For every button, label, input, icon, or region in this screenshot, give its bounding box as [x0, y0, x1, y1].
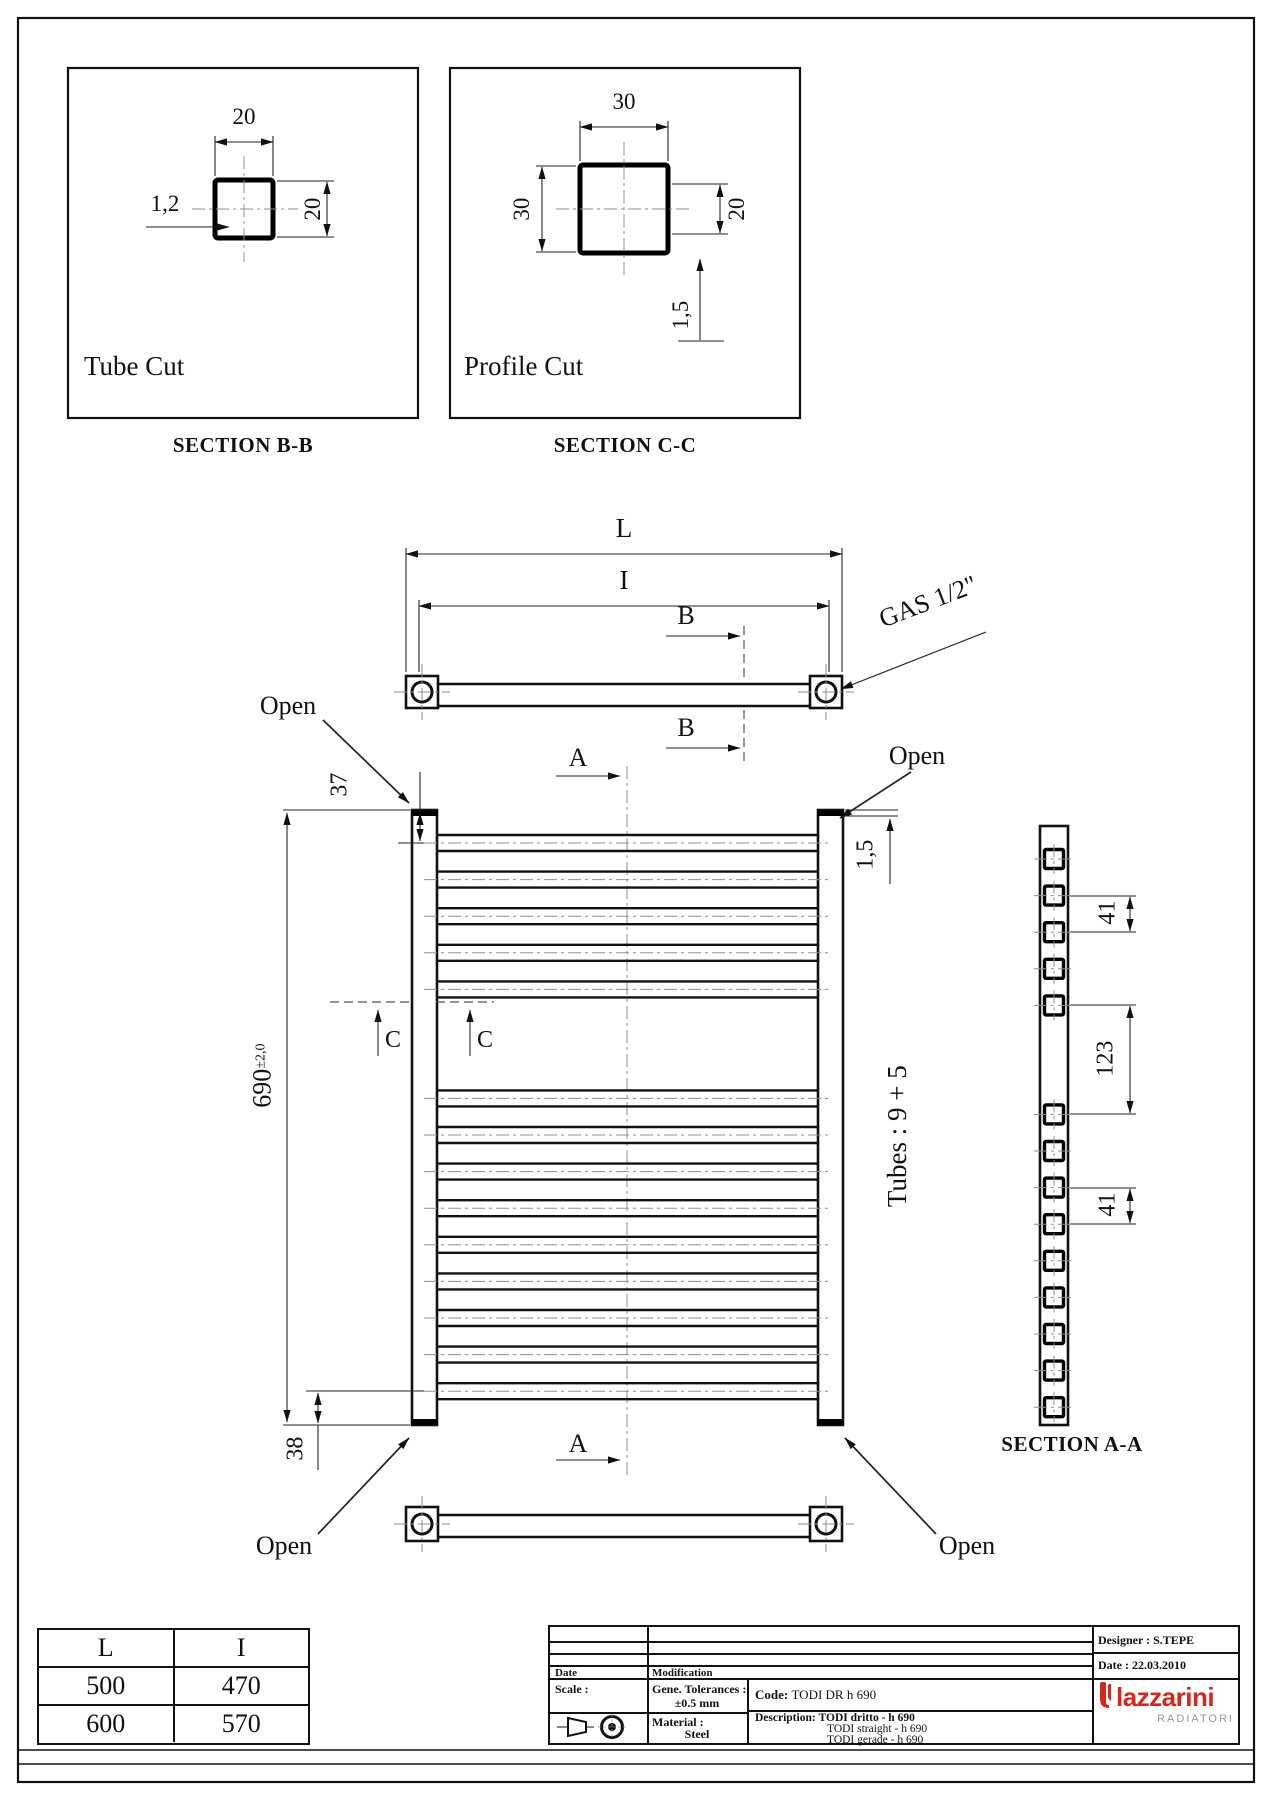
cut-label-a-bottom: A [568, 1429, 588, 1458]
title-block-divider [550, 1678, 1092, 1680]
cc-title: Profile Cut [464, 351, 584, 381]
gas-fitting-label: GAS 1/2" [874, 569, 981, 634]
dim-bb-height: 20 [299, 197, 325, 221]
dim-wall-front: 1,5 [852, 839, 879, 870]
bottom-view-drawing [394, 1496, 854, 1552]
cut-label-c-right: C [476, 1027, 493, 1053]
dim-height: $690^{\pm 2,0}$ [247, 1043, 277, 1108]
size-table-cell: 470 [221, 1671, 261, 1700]
title-block-divider [647, 1627, 649, 1743]
dim-top-offset: 37 [326, 772, 353, 797]
title-block-divider [1092, 1627, 1094, 1743]
front-view-drawing [283, 766, 936, 1534]
date-column-header: Date [555, 1667, 577, 1679]
designer-field: Designer : S.TEPE [1098, 1633, 1195, 1647]
dim-bb-wall: 1,2 [150, 191, 180, 216]
cut-label-c-left: C [384, 1027, 401, 1053]
tubes-count-note: Tubes : 9 + 5 [881, 1065, 912, 1208]
tolerances-label: Gene. Tolerances : [652, 1682, 747, 1696]
aa-caption: SECTION A-A [1001, 1432, 1143, 1456]
description-line-3: TODI gerade - h 690 [827, 1734, 924, 1746]
brand-text: lazzarini [1116, 1682, 1215, 1712]
dim-bottom-offset: 38 [282, 1436, 309, 1461]
dim-pitch-bottom: 41 [1094, 1192, 1121, 1217]
modification-column-header: Modification [652, 1667, 713, 1679]
brand-logo [1098, 1682, 1234, 1725]
dim-pitch-top: 41 [1094, 900, 1121, 925]
dim-gap: 123 [1092, 1040, 1119, 1077]
date-field: Date : 22.03.2010 [1098, 1658, 1186, 1672]
open-label-top-left: Open [259, 691, 317, 720]
title-block-divider [550, 1653, 1092, 1655]
bb-caption: SECTION B-B [172, 433, 314, 457]
bb-title: Tube Cut [84, 351, 185, 381]
size-table-header-row [39, 1630, 308, 1668]
material-value: Steel [684, 1727, 710, 1741]
open-label-bottom-left: Open [255, 1531, 313, 1560]
title-block-divider [550, 1641, 1092, 1643]
title-block-divider [1092, 1652, 1238, 1654]
dim-cc-height: 30 [508, 197, 534, 221]
dim-cc-seat: 20 [723, 197, 749, 221]
size-table-cell: 500 [39, 1668, 175, 1704]
cc-caption: SECTION C-C [553, 433, 697, 457]
cut-label-b-lower: B [677, 713, 695, 742]
radiator-logo-icon [1098, 1682, 1113, 1712]
material-label: Material : [652, 1715, 704, 1729]
dim-cc-width: 30 [612, 89, 636, 114]
title-block-divider [550, 1665, 1092, 1667]
size-table [37, 1628, 310, 1745]
open-label-bottom-right: Open [938, 1531, 996, 1560]
size-table-cell: 570 [221, 1709, 261, 1738]
size-table-row [39, 1668, 308, 1706]
description-line-1: Description: TODI dritto - h 690 [755, 1712, 915, 1724]
description-line-2: TODI straight - h 690 [827, 1723, 928, 1735]
top-view-drawing [323, 548, 986, 818]
cut-label-a-top: A [568, 743, 588, 772]
dim-bb-width: 20 [232, 104, 256, 129]
title-block [548, 1625, 1240, 1745]
code-row: Code: TODI DR h 690 [755, 1687, 877, 1702]
size-table-cell: 600 [39, 1706, 175, 1742]
size-table-header-cell: I [236, 1633, 246, 1662]
scale-label: Scale : [555, 1682, 589, 1696]
projection-symbol-icon [556, 1713, 644, 1741]
open-label-top-right: Open [888, 741, 946, 770]
size-table-header-cell: L [39, 1630, 175, 1666]
size-table-row [39, 1706, 308, 1742]
dim-inner-length: I [619, 565, 629, 595]
dim-outer-length: L [615, 513, 633, 543]
brand-subtext: RADIATORI [1157, 1713, 1234, 1725]
cut-label-b-upper: B [677, 601, 695, 630]
dim-cc-wall: 1,5 [667, 300, 693, 330]
tolerances-value: ±0.5 mm [674, 1696, 720, 1710]
title-block-divider [1092, 1678, 1238, 1680]
